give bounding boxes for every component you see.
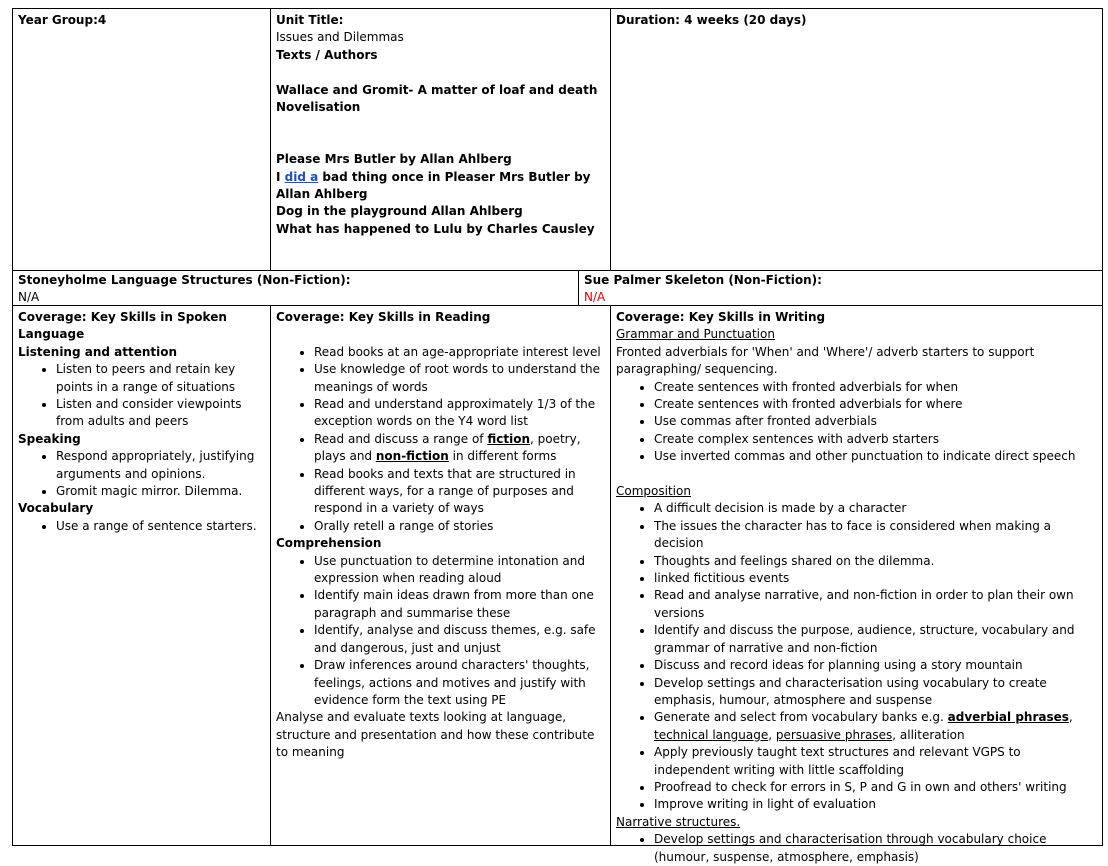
list-item [314,431,605,466]
listening-heading: Listening and attention [18,344,178,359]
grammar-list [616,379,1097,466]
reading-list [276,344,605,535]
unit-title-cell [270,8,611,271]
text-fragment: , poetry, plays and [314,431,581,464]
list-item: • Develop settings and characterisation using vocabulary to create emphasis, humour, atmosphere and suspense [654,675,1097,710]
text-item [276,169,605,186]
list-item: • Develop settings and characterisation through vocabulary choice (humour, suspense, atmosphere, emphasis) [654,831,1097,866]
list-item: • Respond appropriately, justifying arguments and opinions. [56,448,265,483]
unit-title: Issues and Dilemmas [276,30,404,45]
spoken-language-cell [12,305,271,846]
technical-language-term: technical language [654,727,769,742]
text-fragment: , [768,727,776,742]
list-item: • Read and analyse narrative, and non-fiction in order to plan their own versions [654,587,1097,622]
adverbial-phrases-term: adverbial phrases [947,710,1069,725]
text-fragment: bad thing once in Pleaser Mrs Butler by [318,169,591,184]
palmer-value: N/A [584,290,606,305]
text-fragment: I [276,169,285,184]
reading-cell [270,305,611,846]
duration: Duration: 4 weeks (20 days) [616,13,807,27]
list-item: • Create sentences with fronted adverbials for when [654,379,1097,396]
did-a-link[interactable]: did a [284,169,319,184]
comprehension-heading: Comprehension [276,536,382,551]
writing-cell [610,305,1103,864]
list-item: • Draw inferences around characters' thoughts, feelings, actions and motives and justify with evidence form the text using PE [314,657,605,709]
comprehension-list [276,553,605,710]
text-item: Allan Ahlberg [276,187,368,202]
list-item: • Use inverted commas and other punctuation to indicate direct speech [654,448,1097,465]
list-item: • Create complex sentences with adverb starters [654,431,1097,448]
text-fragment: , alliteration [892,727,965,742]
reading-title: Coverage: Key Skills in Reading [276,310,491,324]
spoken-title: Coverage: Key Skills in Spoken Language [18,310,227,342]
list-item: • Use a range of sentence starters. [56,518,265,535]
grammar-heading: Grammar and Punctuation [616,327,775,342]
composition-list [616,500,1097,813]
list-item: • Read books and texts that are structured in different ways, for a range of purposes and respond in a variety of ways [314,466,605,518]
duration-cell [610,8,1103,271]
unit-title-label: Unit Title: [276,13,344,27]
vocabulary-list [18,518,265,535]
text-item: Dog in the playground Allan Ahlberg [276,204,523,219]
list-item: • Create sentences with fronted adverbials for where [654,396,1097,413]
list-item: • Read books at an age-appropriate interest level [314,344,605,361]
list-item: • Identify and discuss the purpose, audience, structure, vocabulary and grammar of narrative and non-fiction [654,622,1097,657]
list-item: • Gromit magic mirror. Dilemma. [56,483,265,500]
list-item: • Proofread to check for errors in S, P and G in own and others' writing [654,779,1097,796]
fiction-term: fiction [487,431,530,446]
list-item: • Identify main ideas drawn from more than one paragraph and summarise these [314,587,605,622]
speaking-list [18,448,265,500]
speaking-heading: Speaking [18,431,81,446]
text-fragment: , [1068,710,1073,725]
list-item: • Apply previously taught text structures and relevant VGPS to independent writing with little scaffolding [654,744,1097,779]
list-item: • Use knowledge of root words to understand the meanings of words [314,361,605,396]
list-item [654,709,1097,744]
writing-title: Coverage: Key Skills in Writing [616,310,826,324]
text-fragment: Generate and select from vocabulary banks e.g. [654,710,948,725]
composition-heading: Composition [616,484,691,499]
list-item: • Listen and consider viewpoints from adults and peers [56,396,265,431]
vocabulary-heading: Vocabulary [18,501,94,516]
list-item: • Thoughts and feelings shared on the dilemma. [654,553,1097,570]
list-item: • A difficult decision is made by a character [654,500,1097,517]
list-item: • Listen to peers and retain key points in a range of situations [56,361,265,396]
listening-list [18,361,265,431]
text-item: Wallace and Gromit- A matter of loaf and death [276,82,598,97]
list-item: • Discuss and record ideas for planning using a story mountain [654,657,1097,674]
palmer-cell [578,270,1103,306]
stoneyholme-value: N/A [18,290,40,305]
list-item: • Read and understand approximately 1/3 of the exception words on the Y4 word list [314,396,605,431]
year-group-cell [12,8,271,271]
text-item: Please Mrs Butler by Allan Ahlberg [276,152,512,167]
text-fragment: Read and discuss a range of [314,431,488,446]
list-item: • Use punctuation to determine intonation and expression when reading aloud [314,553,605,588]
list-item: • Orally retell a range of stories [314,518,605,535]
grammar-intro: Fronted adverbials for 'When' and 'Where'/ adverb starters to support paragraphing/ sequencing. [616,344,1035,377]
reading-closing: Analyse and evaluate texts looking at language, structure and presentation and how these contribute to meaning [276,710,595,760]
year-group: Year Group:4 [18,13,107,27]
text-item: What has happened to Lulu by Charles Causley [276,221,595,236]
list-item: • linked fictitious events [654,570,1097,587]
narrative-heading: Narrative structures. [616,814,741,829]
stoneyholme-label: Stoneyholme Language Structures (Non-Fiction): [18,273,351,287]
non-fiction-term: non-fiction [375,449,449,464]
palmer-label: Sue Palmer Skeleton (Non-Fiction): [584,273,822,287]
list-item: • Identify, analyse and discuss themes, e.g. safe and dangerous, just and unjust [314,622,605,657]
stoneyholme-cell [12,270,579,306]
text-item: Novelisation [276,100,361,115]
text-fragment: in different forms [448,449,557,464]
texts-label: Texts / Authors [276,47,378,62]
list-item: • Use commas after fronted adverbials [654,413,1097,430]
persuasive-phrases-term: persuasive phrases [775,727,893,742]
list-item: • The issues the character has to face is considered when making a decision [654,518,1097,553]
list-item: • Improve writing in light of evaluation [654,796,1097,813]
narrative-list [616,831,1097,866]
